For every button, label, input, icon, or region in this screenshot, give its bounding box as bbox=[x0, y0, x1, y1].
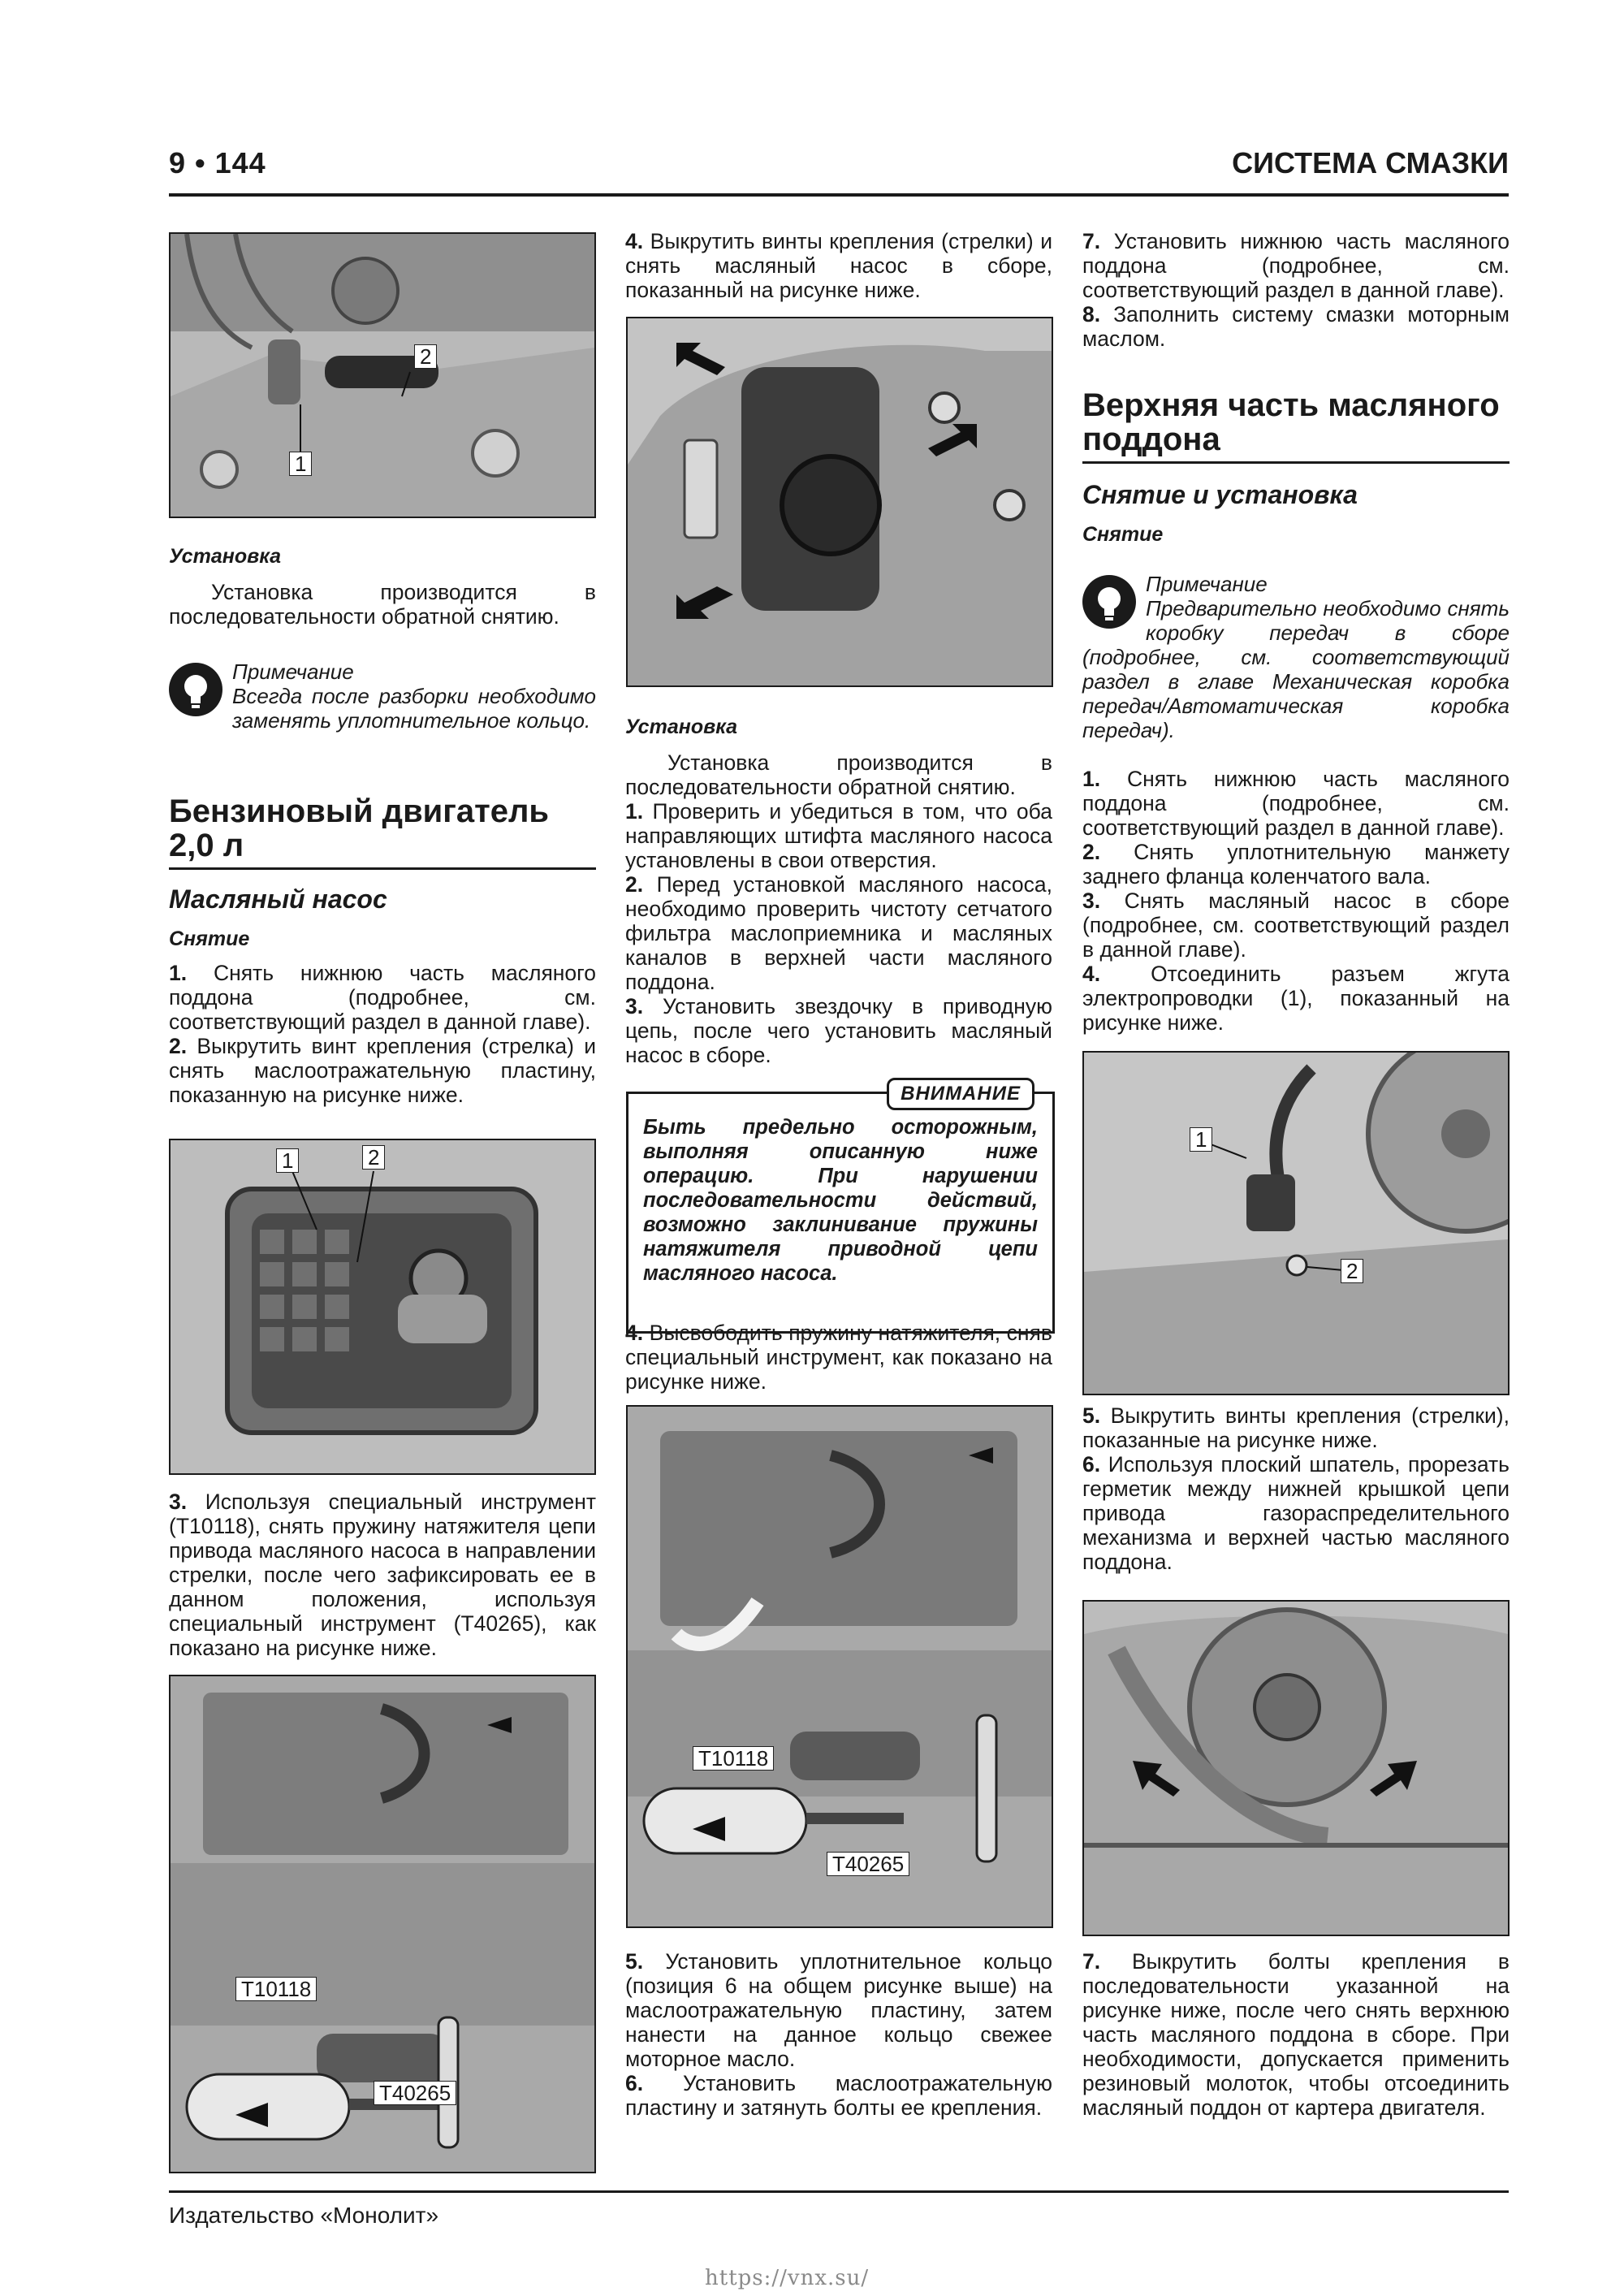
install-text: Установка производится в последовательности обратной снятию. bbox=[169, 580, 596, 629]
callout-1: 1 bbox=[289, 452, 312, 476]
warning-tag: ВНИМАНИЕ bbox=[887, 1078, 1034, 1110]
install-step-6-number: 6. bbox=[625, 2071, 644, 2095]
note-title: Примечание bbox=[1146, 572, 1268, 596]
removal-step-5-text: Выкрутить винты крепления (стрелки), показанные на рисунке ниже. bbox=[1082, 1403, 1510, 1452]
step-4-number: 4. bbox=[625, 229, 644, 253]
removal-step-5 bbox=[1082, 1403, 1510, 1452]
note-title: Примечание bbox=[232, 659, 354, 684]
col1-install-block bbox=[169, 544, 596, 629]
install-step-5-number: 5. bbox=[625, 1949, 644, 1974]
removal-step-1-number: 1. bbox=[1082, 767, 1101, 791]
removal-step-3-text: Снять масляный насос в сборе (подробнее, см. соответствующий раздел в данной главе). bbox=[1082, 889, 1510, 962]
header-rule bbox=[169, 193, 1509, 197]
step-1-text: Снять нижнюю часть масляного поддона (подробнее, см. соответствующий раздел в данной главе). bbox=[169, 961, 596, 1034]
col3-final-step bbox=[1082, 1949, 1510, 2120]
install-step-2-text: Перед установкой масляного насоса, необходимо проверить чистоту сетчатого фильтра маслоприемника и масляных каналов в верхней части масляного поддона. bbox=[625, 872, 1052, 994]
col2-step4 bbox=[625, 229, 1052, 302]
removal-step-2 bbox=[1082, 840, 1510, 889]
step-4 bbox=[625, 229, 1052, 302]
install-step-7-text: Установить нижнюю часть масляного поддона (подробнее, см. соответствующий раздел в данной главе). bbox=[1082, 229, 1510, 302]
callout-1: 1 bbox=[276, 1148, 299, 1173]
install-step-5-text: Установить уплотнительное кольцо (позиция 6 на общем рисунке выше) на маслоотражательную пластину, затем нанести на данное кольцо свежее моторное масло. bbox=[625, 1949, 1052, 2071]
note-text: Предварительно необходимо снять коробку передач в сборе (подробнее, см. соответствующий раздел в главе Механическая коробка передач/Автоматическая коробка передач). bbox=[1082, 596, 1510, 742]
col2-step4b bbox=[625, 1321, 1052, 1394]
figure-oil-pump-connector bbox=[169, 232, 596, 518]
install-text: Установка производится в последовательности обратной снятию. bbox=[625, 750, 1052, 799]
install-step-8-number: 8. bbox=[1082, 302, 1101, 326]
install-step-1 bbox=[625, 799, 1052, 872]
step-2 bbox=[169, 1034, 596, 1107]
install-step-3-number: 3. bbox=[625, 994, 644, 1018]
removal-step-1 bbox=[1082, 767, 1510, 840]
figure-baffle-plate bbox=[169, 1139, 596, 1475]
watermark-url[interactable]: https://vnx.su/ bbox=[705, 2266, 870, 2290]
figure-tensioner-tools bbox=[169, 1675, 596, 2173]
install-step-7 bbox=[1082, 229, 1510, 302]
tool-label-t40265: T40265 bbox=[374, 2081, 456, 2105]
figure-oil-pump-assembly bbox=[626, 317, 1053, 687]
col3-top-steps bbox=[1082, 229, 1510, 351]
col2-install-block bbox=[625, 715, 1052, 1067]
footer-rule bbox=[169, 2190, 1509, 2193]
removal-step-4-text: Отсоединить разъем жгута электропроводки (1), показанный на рисунке ниже. bbox=[1082, 962, 1510, 1035]
col1-note bbox=[169, 659, 596, 733]
removal-step-7 bbox=[1082, 1949, 1510, 2120]
install-step-8 bbox=[1082, 302, 1510, 351]
install-step-5 bbox=[625, 1949, 1052, 2071]
figure-wiring-connector bbox=[1082, 1051, 1510, 1395]
removal-step-6 bbox=[1082, 1452, 1510, 1574]
install-step-6 bbox=[625, 2071, 1052, 2120]
install-step-4-text: Высвободить пружину натяжителя, сняв специальный инструмент, как показано на рисунке ниже. bbox=[625, 1321, 1052, 1394]
section-heading: Бензиновый двигатель 2,0 л bbox=[169, 794, 596, 870]
step-1-number: 1. bbox=[169, 961, 188, 985]
tool-label-t40265: T40265 bbox=[827, 1852, 909, 1876]
removal-step-1-text: Снять нижнюю часть масляного поддона (подробнее, см. соответствующий раздел в данной главе). bbox=[1082, 767, 1510, 840]
col3-mid-steps bbox=[1082, 1403, 1510, 1574]
subsection-heading: Масляный насос bbox=[169, 884, 387, 914]
removal-step-6-text: Используя плоский шпатель, прорезать герметик между нижней крышкой цепи привода газораспределительного механизма и верхней частью масляного поддона. bbox=[1082, 1452, 1510, 1574]
install-step-7-number: 7. bbox=[1082, 229, 1101, 253]
step-4-text: Выкрутить винты крепления (стрелки) и снять масляный насос в сборе, показанный на рисунке ниже. bbox=[625, 229, 1052, 302]
subsection-heading: Снятие и установка bbox=[1082, 480, 1358, 509]
note-text: Всегда после разборки необходимо заменять уплотнительное кольцо. bbox=[232, 684, 596, 733]
install-heading: Установка bbox=[169, 545, 282, 568]
removal-step-4 bbox=[1082, 962, 1510, 1035]
col2-final-steps bbox=[625, 1949, 1052, 2120]
callout-2: 2 bbox=[362, 1145, 385, 1170]
install-step-4-number: 4. bbox=[625, 1321, 644, 1345]
col3-removal-steps bbox=[1082, 767, 1510, 1035]
removal-step-7-number: 7. bbox=[1082, 1949, 1101, 1974]
col1-section bbox=[169, 794, 596, 1107]
step-3-text: Используя специальный инструмент (T10118), снять пружину натяжителя цепи привода масляного насоса в направлении стрелки, после чего зафиксировать ее в данном положения, используя специальный инструмент (T40265), как показано на рисунке ниже. bbox=[169, 1490, 596, 1660]
install-step-3 bbox=[625, 994, 1052, 1067]
removal-step-3 bbox=[1082, 889, 1510, 962]
step-3 bbox=[169, 1490, 596, 1660]
removal-step-7-text: Выкрутить болты крепления в последовательности указанной на рисунке ниже, после чего снять верхнюю часть масляного поддона в сборе. При необходимости, допускается применить резиновый молоток, чтобы отсоединить масляный поддон от картера двигателя. bbox=[1082, 1949, 1510, 2120]
removal-step-2-text: Снять уплотнительную манжету заднего фланца коленчатого вала. bbox=[1082, 840, 1510, 889]
install-step-3-text: Установить звездочку в приводную цепь, после чего установить масляный насос в сборе. bbox=[625, 994, 1052, 1067]
col3-section bbox=[1082, 388, 1510, 547]
install-step-1-number: 1. bbox=[625, 799, 644, 824]
publisher: Издательство «Монолит» bbox=[169, 2203, 439, 2228]
install-step-6-text: Установить маслоотражательную пластину и затянуть болты ее крепления. bbox=[625, 2071, 1052, 2120]
removal-step-6-number: 6. bbox=[1082, 1452, 1101, 1477]
lightbulb-icon bbox=[1082, 575, 1136, 629]
lightbulb-icon bbox=[169, 663, 222, 716]
page-number: 9 • 144 bbox=[169, 146, 266, 179]
callout-1: 1 bbox=[1190, 1127, 1212, 1152]
install-step-8-text: Заполнить систему смазки моторным маслом. bbox=[1082, 302, 1510, 351]
section-title: СИСТЕМА СМАЗКИ bbox=[1232, 146, 1509, 179]
figure-release-tensioner bbox=[626, 1405, 1053, 1928]
step-2-number: 2. bbox=[169, 1034, 188, 1058]
removal-step-4-number: 4. bbox=[1082, 962, 1101, 986]
install-heading: Установка bbox=[625, 716, 738, 738]
step-3-number: 3. bbox=[169, 1490, 188, 1514]
tool-label-t10118: T10118 bbox=[235, 1977, 317, 2001]
tool-label-t10118: T10118 bbox=[693, 1746, 774, 1771]
removal-step-5-number: 5. bbox=[1082, 1403, 1101, 1428]
section-heading: Верхняя часть масляного поддона bbox=[1082, 388, 1510, 464]
col1-step3 bbox=[169, 1490, 596, 1660]
warning-box bbox=[626, 1083, 1055, 1334]
removal-heading: Снятие bbox=[169, 927, 250, 950]
callout-2: 2 bbox=[414, 344, 437, 369]
removal-step-3-number: 3. bbox=[1082, 889, 1101, 913]
install-step-4 bbox=[625, 1321, 1052, 1394]
col3-note bbox=[1082, 572, 1510, 742]
warning-text: Быть предельно осторожным, выполняя описанную ниже операцию. При нарушении последовательности действий, возможно заклинивание пружины натяжителя приводной цепи масляного насоса. bbox=[643, 1116, 1038, 1285]
install-step-1-text: Проверить и убедиться в том, что оба направляющих штифта масляного насоса установлены в свои отверстия. bbox=[625, 799, 1052, 872]
install-step-2 bbox=[625, 872, 1052, 994]
callout-2: 2 bbox=[1341, 1259, 1363, 1283]
install-step-2-number: 2. bbox=[625, 872, 644, 897]
step-2-text: Выкрутить винт крепления (стрелка) и снять маслоотражательную пластину, показанную на рисунке ниже. bbox=[169, 1034, 596, 1107]
removal-step-2-number: 2. bbox=[1082, 840, 1101, 864]
figure-sealant-cut bbox=[1082, 1600, 1510, 1936]
step-1 bbox=[169, 961, 596, 1034]
removal-heading: Снятие bbox=[1082, 523, 1164, 546]
